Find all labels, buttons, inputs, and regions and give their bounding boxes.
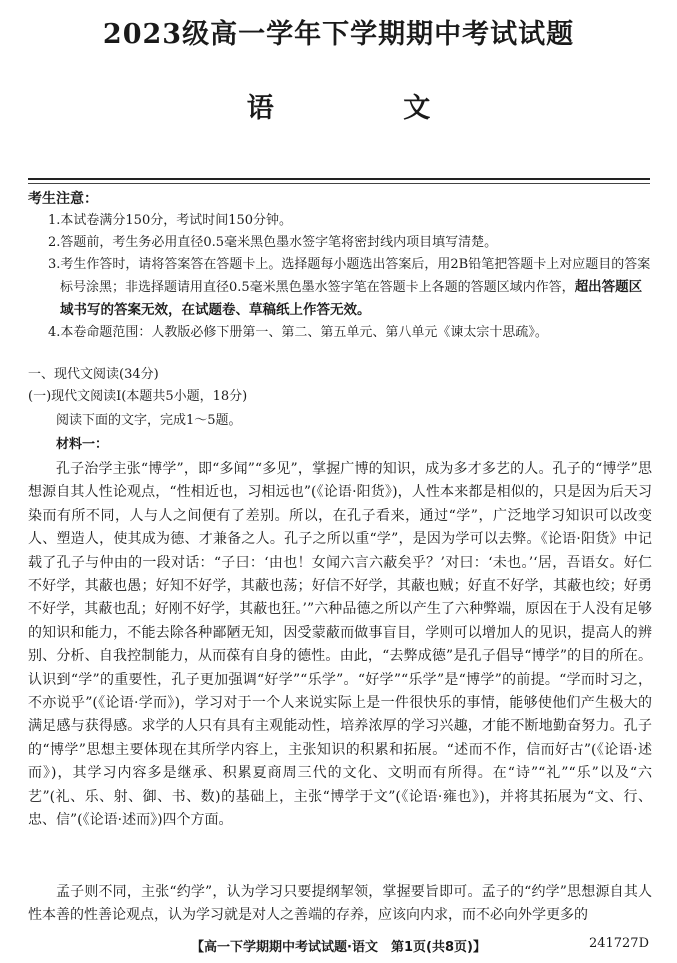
footer-exam-code: 241727D xyxy=(588,936,649,951)
header-divider-thin xyxy=(28,183,650,184)
notice-item-3-text: 3.考生作答时，请将答案答在答题卡上。选择题每小题选出答案后，用2B铅笔把答题卡上对应题目的答案标号涂黑；非选择题请用直径0.5毫米黑色墨水签字笔在答题卡上各题的答题区域内作答， xyxy=(48,257,651,295)
subject-title: 语 文 xyxy=(246,93,491,124)
passage-paragraph-2: 孟子则不同，主张“约学”，认为学习只要提纲挈领，掌握要旨即可。孟子的“约学”思想源自其人性本善的性善论观点，认为学习就是对人之善端的存养，应该向内求，而不必向外学更多的 xyxy=(28,884,652,924)
exam-notice xyxy=(28,188,652,344)
part-heading: (一)现代文阅读Ⅰ(本题共5小题，18分) xyxy=(28,389,248,404)
passage-paragraph-1: 孔子治学主张“博学”，即“多闻”“多见”，掌握广博的知识，成为多才多艺的人。孔子的“博学”思想源自其人性论观点，“性相近也，习相远也”(《论语·阳货》)，人性本来都是相似的，只是因为后天习染而有所不同，人与人之间便有了差别。所以，在孔子看来，通过“学”，广泛地学习知识可以改变人、塑造人，使其成为德、才兼备之人。孔子之所以重“学”，是因为学可以去弊。《论语·阳货》中记载了孔子与仲由的一段对话：“子曰：‘由也！女闻六言六蔽矣乎？’对曰：‘未也。’‘居，吾语女。好仁不好学，其蔽也愚；好知不好学，其蔽也荡；好信不好学，其蔽也贼；好直不好学，其蔽也绞；好勇不好学，其蔽也乱；好刚不好学，其蔽也狂。’”六种品德之所以产生了六种弊端，原因在于人没有足够的知识和能力，不能去除各种鄙陋无知，因受蒙蔽而做事盲目，学则可以增加人的见识，提高人的辨别、分析、自我控制能力，从而葆有自身的德性。由此，“去弊成德”是孔子倡导“博学”的目的所在。认识到“学”的重要性，孔子更加强调“好学”“乐学”。“好学”“乐学”是“博学”的前提。“学而时习之，不亦说乎”(《论语·学而》)，学习对于一个人来说实际上是一件很快乐的事情，能够使他们产生极大的满足感与获得感。求学的人只有具有主观能动性，培养浓厚的学习兴趣，才能不断地勤奋努力。孔子的“博学”思想主要体现在其所学内容上，主张知识的积累和拓展。“述而不作，信而好古”(《论语·述而》)，其学习内容多是继承、积累夏商周三代的文化、文明而有所得。在“诗”“礼”“乐”以及“六艺”(礼、乐、射、御、书、数)的基础上，主张“博学于文”(《论语·雍也》)，并将其拓展为“文、行、忠、信”(《论语·述而》)四个方面。 xyxy=(28,461,652,829)
exam-title: 2023级高一学年下学期期中考试试题 xyxy=(102,19,575,50)
reading-instruction: 阅读下面的文字，完成1～5题。 xyxy=(56,413,242,428)
notice-heading: 考生注意： xyxy=(28,191,98,207)
header-divider-thick xyxy=(28,178,650,180)
notice-item-1: 1.本试卷满分150分，考试时间150分钟。 xyxy=(48,213,293,228)
notice-item-4: 4.本卷命题范围：人教版必修下册第一、第二、第五单元、第八单元《谏太宗十思疏》。 xyxy=(48,325,548,340)
notice-item-3-emphasis: 超出答题区域书写的答案无效，在试题卷、草稿纸上作答无效。 xyxy=(60,279,643,318)
notice-item-3 xyxy=(28,254,652,322)
notice-item-2: 2.答题前，考生务必用直径0.5毫米黑色墨水签字笔将密封线内项目填写清楚。 xyxy=(48,235,498,250)
page-footer xyxy=(0,936,677,956)
section-heading: 一、现代文阅读(34分) xyxy=(28,367,159,382)
footer-page-info: 【高一下学期期中考试试题·语文 第1页(共8页)】 xyxy=(191,940,486,955)
material-label: 材料一： xyxy=(56,437,109,452)
